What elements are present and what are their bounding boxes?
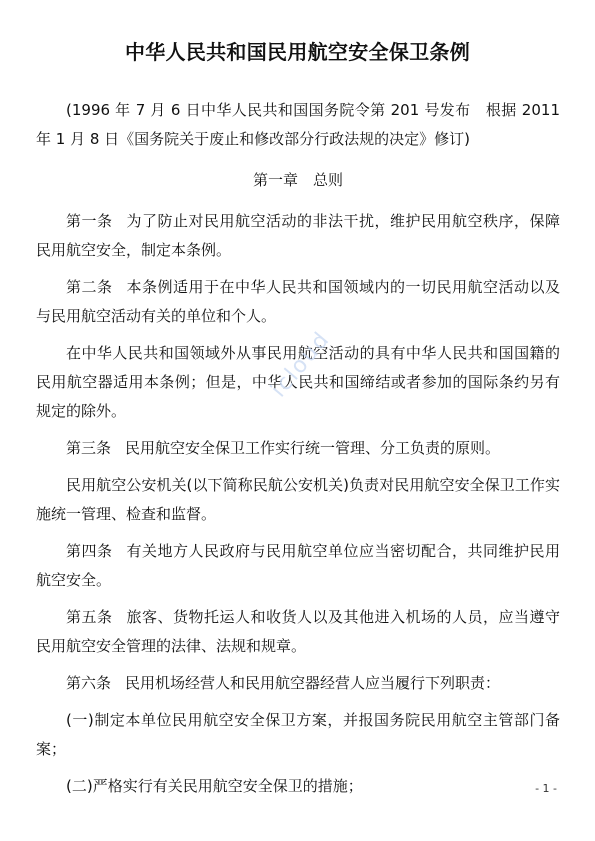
article-text: 为了防止对民用航空活动的非法干扰，维护民用航空秩序，保障民用航空安全，制定本条例。 bbox=[36, 212, 560, 259]
article-3 bbox=[36, 434, 560, 463]
revision-note: (1996 年 7 月 6 日中华人民共和国国务院令第 201 号发布 根据 2011 年 1 月 8 日《国务院关于废止和修改部分行政法规的决定》修订) bbox=[36, 101, 560, 148]
article-text: 民用航空安全保卫工作实行统一管理、分工负责的原则。 bbox=[125, 439, 501, 457]
document-title: 中华人民共和国民用航空安全保卫条例 bbox=[124, 40, 471, 64]
article-text: 在中华人民共和国领域外从事民用航空活动的具有中华人民共和国国籍的民用航空器适用本条例；但是，中华人民共和国缔结或者参加的国际条约另有规定的除外。 bbox=[36, 344, 560, 420]
article-text: 民用航空公安机关(以下简称民航公安机关)负责对民用航空安全保卫工作实施统一管理、检查和监督。 bbox=[36, 476, 560, 523]
article-2 bbox=[36, 273, 560, 331]
article-number: 第四条 bbox=[66, 542, 113, 560]
article-3-paragraph-2 bbox=[36, 471, 560, 529]
article-text: (二)严格实行有关民用航空安全保卫的措施； bbox=[66, 777, 363, 795]
article-number: 第一条 bbox=[66, 212, 113, 230]
article-1 bbox=[36, 207, 560, 265]
chapter-heading: 第一章 总则 bbox=[252, 171, 343, 189]
article-text: 旅客、货物托运人和收货人以及其他进入机场的人员，应当遵守民用航空安全管理的法律、法规和规章。 bbox=[36, 608, 560, 655]
article-4 bbox=[36, 537, 560, 595]
article-text: 本条例适用于在中华人民共和国领域内的一切民用航空活动以及与民用航空活动有关的单位和个人。 bbox=[36, 278, 560, 325]
page-number: - 1 - bbox=[535, 782, 557, 795]
article-6-item-2 bbox=[36, 772, 560, 801]
article-number: 第五条 bbox=[66, 608, 113, 626]
article-text: (一)制定本单位民用航空安全保卫方案，并报国务院民用航空主管部门备案； bbox=[36, 711, 560, 758]
article-number: 第六条 bbox=[66, 674, 112, 692]
article-text: 民用机场经营人和民用航空器经营人应当履行下列职责： bbox=[125, 674, 501, 692]
watermark: icloud bbox=[266, 326, 336, 403]
article-number: 第三条 bbox=[66, 439, 112, 457]
article-5 bbox=[36, 603, 560, 661]
document-body bbox=[36, 96, 560, 809]
article-6-item-1 bbox=[36, 706, 560, 764]
article-6 bbox=[36, 669, 560, 698]
article-number: 第二条 bbox=[66, 278, 113, 296]
article-text: 有关地方人民政府与民用航空单位应当密切配合，共同维护民用航空安全。 bbox=[36, 542, 560, 589]
